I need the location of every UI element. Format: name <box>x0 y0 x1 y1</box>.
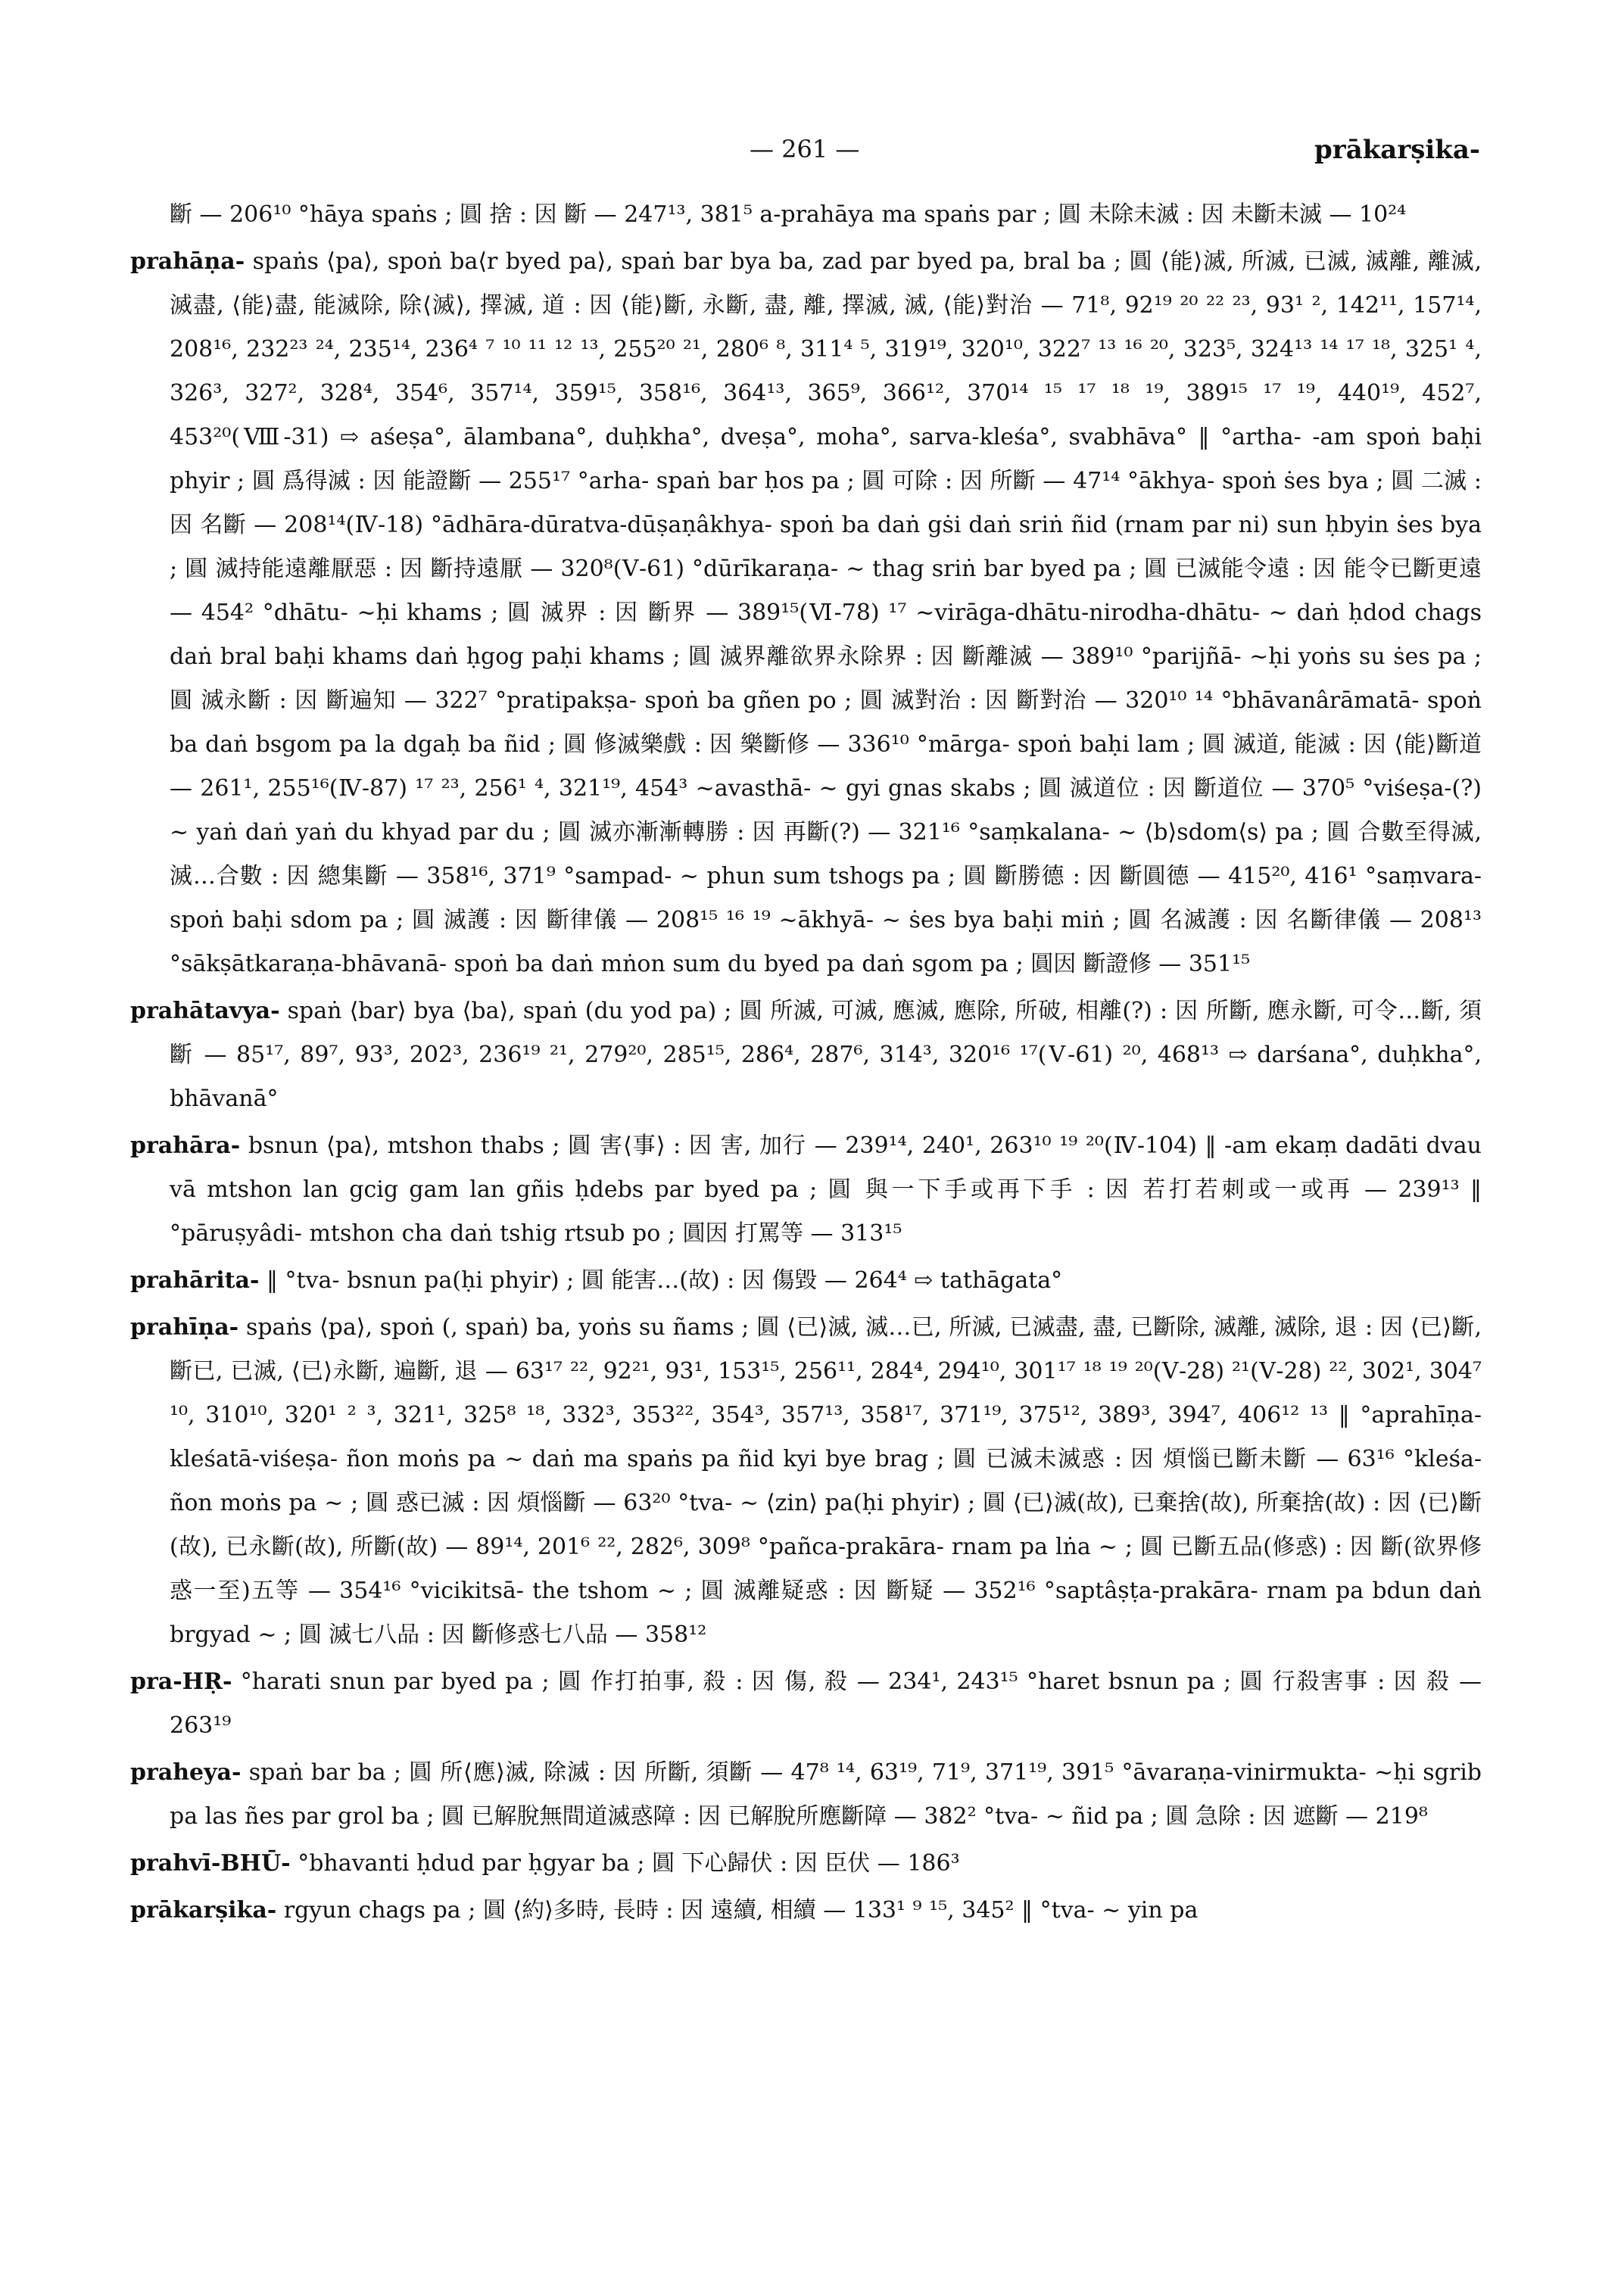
dictionary-entry <box>130 1660 1482 1748</box>
running-head: prākarṣika- <box>1314 135 1480 165</box>
entry-text: ‖ °tva- bsnun pa(ḥi phyir) ; 圓 能害…(故) : 因 傷毀 — 264⁴ ⇨ tathāgata° <box>266 1267 1063 1294</box>
entry-text: bsnun ⟨pa⟩, mtshon thabs ; 圓 害⟨事⟩ : 因 害, 加行 — 239¹⁴, 240¹, 263¹⁰ ¹⁹ ²⁰(Ⅳ-104) ‖ -am ekaṃ dadāti dvau vā mtshon lan gcig gam lan gñis ḥdebs par byed pa ; 圓 與一下手或再下手 : 因 若打若刺或一或再 — 239¹³ ‖ °pāruṣyâdi- mtshon cha daṅ tshig rtsub po ; 圓因 打罵等 — 313¹⁵ <box>170 1132 1482 1247</box>
entry-text: °harati snun par byed pa ; 圓 作打拍事, 殺 : 因 傷, 殺 — 234¹, 243¹⁵ °haret bsnun pa ; 圓 行殺害事 : 因 殺 — 263¹⁹ <box>170 1668 1482 1739</box>
entry-text: spaṅs ⟨pa⟩, spoṅ (, spaṅ) ba, yoṅs su ñams ; 圓 ⟨已⟩滅, 滅…已, 所滅, 已滅盡, 盡, 已斷除, 滅離, 滅除, 退 : 因 ⟨已⟩斷, 斷已, 已滅, ⟨已⟩永斷, 遍斷, 退 — 63¹⁷ ²², 92²¹, 93¹, 153¹⁵, 256¹¹, 284⁴, 294¹⁰, 301¹⁷ ¹⁸ ¹⁹ ²⁰(Ⅴ-28) ²¹(Ⅴ-28) ²², 302¹, 304⁷ ¹⁰, 310¹⁰, 320¹ ² ³, 321¹, 325⁸ ¹⁸, 332³, 353²², 354³, 357¹³, 358¹⁷, 371¹⁹, 375¹², 389³, 394⁷, 406¹² ¹³ ‖ °aprahīṇa-kleśatā-viśeṣa- ñon moṅs pa ~ daṅ ma spaṅs pa ñid kyi bye brag ; 圓 已滅未滅惑 : 因 煩惱已斷未斷 — 63¹⁶ °kleśa- ñon moṅs pa ~ ; 圓 惑已滅 : 因 煩惱斷 — 63²⁰ °tva- ~ ⟨zin⟩ pa(ḥi phyir) ; 圓 ⟨已⟩滅(故), 已棄捨(故), 所棄捨(故) : 因 ⟨已⟩斷(故), 已永斷(故), 所斷(故) — 89¹⁴, 201⁶ ²², 282⁶, 309⁸ °pañca-prakāra- rnam pa lṅa ~ ; 圓 已斷五品(修惑) : 因 斷(欲界修惑一至)五等 — 354¹⁶ °vicikitsā- the tshom ~ ; 圓 滅離疑惑 : 因 斷疑 — 352¹⁶ °saptâṣṭa-prakāra- rnam pa bdun daṅ brgyad ~ ; 圓 滅七八品 : 因 斷修惑七八品 — 358¹² <box>170 1314 1482 1648</box>
entry-text: spaṅ ⟨bar⟩ bya ⟨ba⟩, spaṅ (du yod pa) ; 圓 所滅, 可滅, 應滅, 應除, 所破, 相離(?) : 因 所斷, 應永斷, 可令…斷, 須斷 — 85¹⁷, 89⁷, 93³, 202³, 236¹⁹ ²¹, 279²⁰, 285¹⁵, 286⁴, 287⁶, 314³, 320¹⁶ ¹⁷(Ⅴ-61) ²⁰, 468¹³ ⇨ darśana°, duḥkha°, bhāvanā° <box>170 998 1482 1112</box>
entry-headword: prahāṇa- <box>130 248 245 275</box>
entry-headword: prahāra- <box>130 1132 241 1159</box>
dictionary-entry <box>130 989 1482 1121</box>
dictionary-body <box>130 193 1482 2252</box>
entry-headword: prahātavya- <box>130 998 280 1024</box>
page-number: — 261 — <box>750 135 860 164</box>
dictionary-entry <box>130 1842 1482 1886</box>
dictionary-entry <box>130 1889 1482 1933</box>
dictionary-entry <box>130 1124 1482 1256</box>
entry-continuation: 斷 — 206¹⁰ °hāya spaṅs ; 圓 捨 : 因 斷 — 247¹³, 381⁵ a-prahāya ma spaṅs par ; 圓 未除未滅 : 因 未斷未滅 — 10²⁴ <box>170 201 1407 228</box>
page-header <box>0 135 1624 180</box>
entry-headword: prahīṇa- <box>130 1314 239 1341</box>
entry-text: spaṅs ⟨pa⟩, spoṅ ba⟨r byed pa⟩, spaṅ bar bya ba, zad par byed pa, bral ba ; 圓 ⟨能⟩滅, 所滅, 已滅, 滅離, 離滅, 滅盡, ⟨能⟩盡, 能滅除, 除⟨滅⟩, 擇滅, 道 : 因 ⟨能⟩斷, 永斷, 盡, 離, 擇滅, 滅, ⟨能⟩對治 — 71⁸, 92¹⁹ ²⁰ ²² ²³, 93¹ ², 142¹¹, 157¹⁴, 208¹⁶, 232²³ ²⁴, 235¹⁴, 236⁴ ⁷ ¹⁰ ¹¹ ¹² ¹³, 255²⁰ ²¹, 280⁶ ⁸, 311⁴ ⁵, 319¹⁹, 320¹⁰, 322⁷ ¹³ ¹⁶ ²⁰, 323⁵, 324¹³ ¹⁴ ¹⁷ ¹⁸, 325¹ ⁴, 326³, 327², 328⁴, 354⁶, 357¹⁴, 359¹⁵, 358¹⁶, 364¹³, 365⁹, 366¹², 370¹⁴ ¹⁵ ¹⁷ ¹⁸ ¹⁹, 389¹⁵ ¹⁷ ¹⁹, 440¹⁹, 452⁷, 453²⁰(Ⅷ-31) ⇨ aśeṣa°, ālambana°, duḥkha°, dveṣa°, moha°, sarva-kleśa°, svabhāva° ‖ °artha- -am spoṅ baḥi phyir ; 圓 爲得滅 : 因 能證斷 — 255¹⁷ °arha- spaṅ bar ḥos pa ; 圓 可除 : 因 所斷 — 47¹⁴ °ākhya- spoṅ ṡes bya ; 圓 二滅 : 因 名斷 — 208¹⁴(Ⅳ-18) °ādhāra-dūratva-dūṣaṇâkhya- spoṅ ba daṅ gṡi daṅ sriṅ ñid (rnam par ni) sun ḥbyin ṡes bya ; 圓 滅持能遠離厭惡 : 因 斷持遠厭 — 320⁸(Ⅴ-61) °dūrīkaraṇa- ~ thag sriṅ bar byed pa ; 圓 已滅能令遠 : 因 能令已斷更遠 — 454² °dhātu- ~ḥi khams ; 圓 滅界 : 因 斷界 — 389¹⁵(Ⅵ-78) ¹⁷ ~virāga-dhātu-nirodha-dhātu- ~ daṅ ḥdod chags daṅ bral baḥi khams daṅ ḥgog paḥi khams ; 圓 滅界離欲界永除界 : 因 斷離滅 — 389¹⁰ °parijñā- ~ḥi yoṅs su ṡes pa ; 圓 滅永斷 : 因 斷遍知 — 322⁷ °pratipakṣa- spoṅ ba gñen po ; 圓 滅對治 : 因 斷對治 — 320¹⁰ ¹⁴ °bhāvanârāmatā- spoṅ ba daṅ bsgom pa la dgaḥ ba ñid ; 圓 修滅樂戲 : 因 樂斷修 — 336¹⁰ °mārga- spoṅ baḥi lam ; 圓 滅道, 能滅 : 因 ⟨能⟩斷道 — 261¹, 255¹⁶(Ⅳ-87) ¹⁷ ²³, 256¹ ⁴, 321¹⁹, 454³ ~avasthā- ~ gyi gnas skabs ; 圓 滅道位 : 因 斷道位 — 370⁵ °viśeṣa-(?) ~ yaṅ daṅ yaṅ du khyad par du ; 圓 滅亦漸漸轉勝 : 因 再斷(?) — 321¹⁶ °saṃkalana- ~ ⟨b⟩sdom⟨s⟩ pa ; 圓 合數至得滅, 滅…合數 : 因 總集斷 — 358¹⁶, 371⁹ °sampad- ~ phun sum tshogs pa ; 圓 斷勝德 : 因 斷圓德 — 415²⁰, 416¹ °saṃvara- spoṅ baḥi sdom pa ; 圓 滅護 : 因 斷律儀 — 208¹⁵ ¹⁶ ¹⁹ ~ākhyā- ~ ṡes bya baḥi miṅ ; 圓 名滅護 : 因 名斷律儀 — 208¹³ °sākṣātkaraṇa-bhāvanā- spoṅ ba daṅ mṅon sum du byed pa daṅ sgom pa ; 圓因 斷證修 — 351¹⁵ <box>170 248 1482 977</box>
entry-headword: prahārita- <box>130 1267 260 1294</box>
dictionary-entry <box>130 1259 1482 1303</box>
dictionary-entry <box>130 1751 1482 1839</box>
entry-list <box>130 240 1482 1933</box>
entry-text: °bhavanti ḥdud par ḥgyar ba ; 圓 下心歸伏 : 因 臣伏 — 186³ <box>298 1850 960 1877</box>
entry-headword: prākarṣika- <box>130 1897 277 1924</box>
entry-text: rgyun chags pa ; 圓 ⟨約⟩多時, 長時 : 因 遠續, 相續 — 133¹ ⁹ ¹⁵, 345² ‖ °tva- ~ yin pa <box>283 1897 1199 1924</box>
dictionary-entry <box>130 240 1482 986</box>
entry-headword: praheya- <box>130 1759 242 1786</box>
dictionary-entry <box>130 1306 1482 1657</box>
entry-headword: prahvī-BHŪ- <box>130 1850 291 1877</box>
entry-text: spaṅ bar ba ; 圓 所⟨應⟩滅, 除滅 : 因 所斷, 須斷 — 47⁸ ¹⁴, 63¹⁹, 71⁹, 371¹⁹, 391⁵ °āvaraṇa-vinirmukta- ~ḥi sgrib pa las ñes par grol ba ; 圓 已解脫無間道滅惑障 : 因 已解脫所應斷障 — 382² °tva- ~ ñid pa ; 圓 急除 : 因 遮斷 — 219⁸ <box>170 1759 1482 1830</box>
entry-headword: pra-HṚ- <box>130 1668 232 1695</box>
